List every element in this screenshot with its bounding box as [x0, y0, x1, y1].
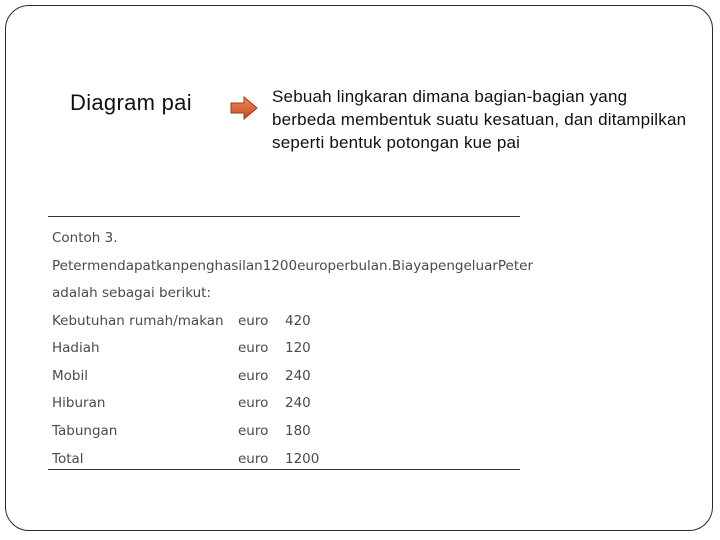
expense-item: Hadiah [52, 340, 100, 356]
expense-total-row [52, 451, 352, 471]
expense-item: Hiburan [52, 395, 106, 411]
expense-currency: euro [238, 340, 269, 356]
expense-currency: euro [238, 451, 269, 467]
intro-word: Biaya [391, 258, 430, 274]
expense-row [52, 395, 352, 415]
intro-word: Peter [497, 258, 534, 274]
expense-currency: euro [238, 395, 269, 411]
right-arrow-icon [230, 96, 258, 120]
expense-row [52, 313, 352, 333]
intro-word: mendapatkan [87, 258, 181, 274]
expense-item: Mobil [52, 368, 88, 384]
definition-text: Sebuah lingkaran dimana bagian-bagian yang berbeda membentuk suatu kesatuan, dan ditampilkan seperti bentuk potongan kue pai [272, 87, 687, 152]
expense-currency: euro [238, 368, 269, 384]
expense-item: Tabungan [52, 423, 118, 439]
intro-word: euro [297, 258, 328, 274]
expense-amount: 180 [285, 423, 311, 439]
intro-word: Peter [52, 258, 88, 274]
intro-word: pengeluar [429, 258, 498, 274]
intro-word: penghasilan [180, 258, 263, 274]
expense-currency: euro [238, 423, 269, 439]
intro-word: 1200 [262, 258, 298, 274]
example-box [48, 216, 534, 470]
intro-word: bulan. [349, 258, 392, 274]
expense-row [52, 340, 352, 360]
example-title: Contoh 3. [52, 230, 118, 246]
expense-amount: 1200 [285, 451, 320, 467]
expense-amount: 240 [285, 368, 311, 384]
intro-word: per [327, 258, 350, 274]
expense-row [52, 423, 352, 443]
expense-currency: euro [238, 313, 269, 329]
expense-row [52, 368, 352, 388]
example-intro-line1 [52, 258, 534, 274]
expense-amount: 240 [285, 395, 311, 411]
example-intro-line2: adalah sebagai berikut: [52, 285, 212, 301]
expense-amount: 120 [285, 340, 311, 356]
expense-item: Total [52, 451, 84, 467]
expense-item: Kebutuhan rumah/makan [52, 313, 224, 329]
expense-amount: 420 [285, 313, 311, 329]
term-label: Diagram pai [70, 90, 192, 115]
